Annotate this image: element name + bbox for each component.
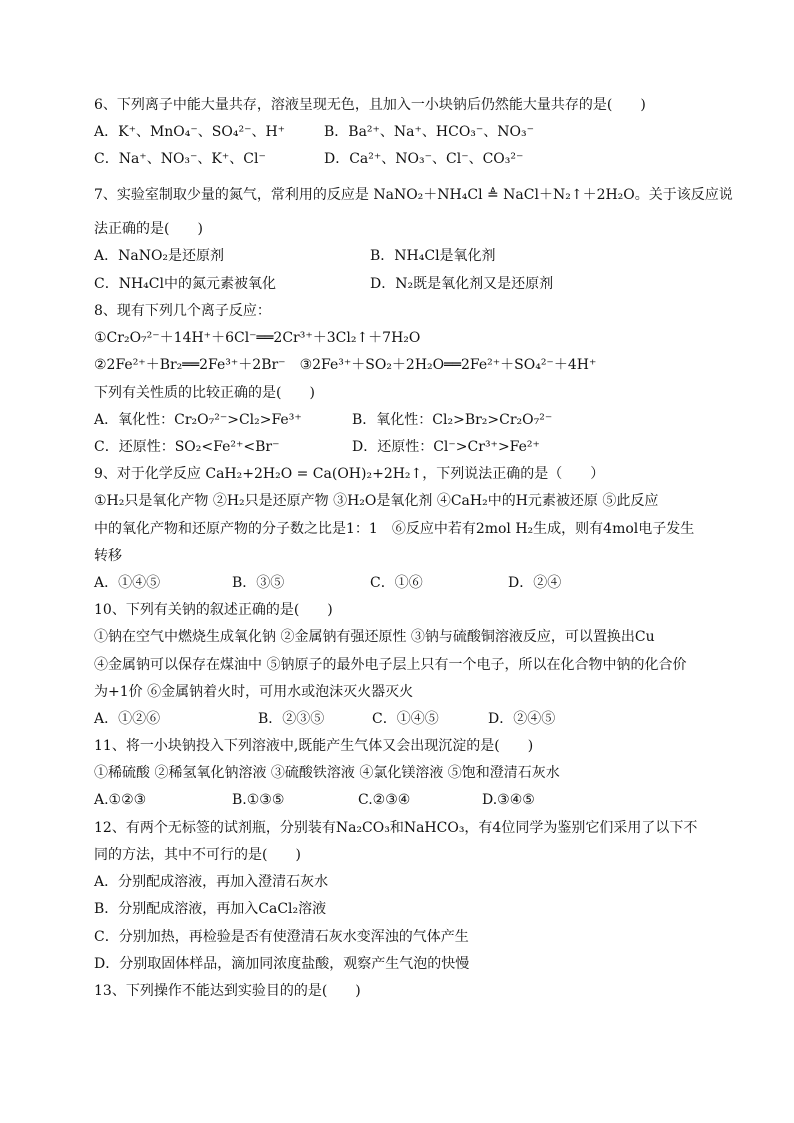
q11-option-b: B.①③⑤ <box>232 792 285 808</box>
q6-option-b: B．Ba²⁺、Na⁺、HCO₃⁻、NO₃⁻ <box>324 124 535 140</box>
q7-option-c: C．NH₄Cl中的氮元素被氧化 <box>94 276 276 292</box>
q6-option-d: D．Ca²⁺、NO₃⁻、Cl⁻、CO₃²⁻ <box>324 151 524 167</box>
q10-option-d: D．②④⑤ <box>488 711 556 727</box>
q10-body-2: ④金属钠可以保存在煤油中 ⑤钠原子的最外电子层上只有一个电子，所以在化合物中钠的化合价 <box>94 657 687 673</box>
q9-body-2: 中的氧化产物和还原产物的分子数之比是1：1 ⑥反应中若有2mol H₂生成，则有4mol电子发生 <box>94 521 695 537</box>
q12-option-b: B．分别配成溶液，再加入CaCl₂溶液 <box>94 901 327 917</box>
q8-stem: 8、现有下列几个离子反应： <box>94 303 271 319</box>
q13-stem: 13、下列操作不能达到实验目的的是( ) <box>94 983 361 999</box>
q8-equation-1: ①Cr₂O₇²⁻＋14H⁺＋6Cl⁻══2Cr³⁺＋3Cl₂↑＋7H₂O <box>94 330 421 346</box>
q8-question: 下列有关性质的比较正确的是( ) <box>94 385 315 401</box>
q9-body-1: ①H₂只是氧化产物 ②H₂只是还原产物 ③H₂O是氧化剂 ④CaH₂中的H元素被还原 ⑤此反应 <box>94 493 659 509</box>
q7-option-b: B．NH₄Cl是氧化剂 <box>370 248 496 264</box>
q11-option-a: A.①②③ <box>94 792 147 808</box>
q12-stem-cont: 同的方法，其中不可行的是( ) <box>94 847 301 863</box>
q10-stem: 10、下列有关钠的叙述正确的是( ) <box>94 602 333 618</box>
q11-options <box>94 791 704 809</box>
q9-option-a: A．①④⑤ <box>94 575 161 591</box>
q10-body-1: ①钠在空气中燃烧生成氧化钠 ②金属钠有强还原性 ③钠与硫酸铜溶液反应，可以置换出Cu <box>94 629 655 645</box>
q7-option-d: D．N₂既是氧化剂又是还原剂 <box>370 276 554 292</box>
q8-options-row2 <box>94 438 704 456</box>
q12-stem: 12、有两个无标签的试剂瓶，分别装有Na₂CO₃和NaHCO₃，有4位同学为鉴别它们采用了以下不 <box>94 820 698 836</box>
q12-option-c: C．分别加热，再检验是否有使澄清石灰水变浑浊的气体产生 <box>94 929 469 945</box>
q10-option-b: B．②③⑤ <box>258 711 325 727</box>
q10-option-a: A．①②⑥ <box>94 711 161 727</box>
q11-option-d: D.③④⑤ <box>482 792 535 808</box>
q8-option-c: C．还原性：SO₂<Fe²⁺<Br⁻ <box>94 439 280 455</box>
q12-option-d: D．分别取固体样品，滴加同浓度盐酸，观察产生气泡的快慢 <box>94 956 470 972</box>
q8-option-d: D．还原性：Cl⁻>Cr³⁺>Fe²⁺ <box>352 439 540 455</box>
q11-body-1: ①稀硫酸 ②稀氢氧化钠溶液 ③硫酸铁溶液 ④氯化镁溶液 ⑤饱和澄清石灰水 <box>94 765 560 781</box>
q8-options-row1 <box>94 411 704 429</box>
q7-options-row2 <box>94 275 704 293</box>
q9-options <box>94 574 704 592</box>
q7-option-a: A．NaNO₂是还原剂 <box>94 248 225 264</box>
q10-body-3: 为+1价 ⑥金属钠着火时，可用水或泡沫灭火器灭火 <box>94 684 414 700</box>
q8-option-b: B．氧化性：Cl₂>Br₂>Cr₂O₇²⁻ <box>352 412 553 428</box>
q10-options <box>94 710 704 728</box>
q8-equation-2: ②2Fe²⁺＋Br₂══2Fe³⁺＋2Br⁻ ③2Fe³⁺＋SO₂＋2H₂O══2Fe²⁺＋SO₄²⁻＋4H⁺ <box>94 357 597 373</box>
q7-stem: 7、实验室制取少量的氮气，常利用的反应是 NaNO₂＋NH₄Cl ≜ NaCl＋N₂↑＋2H₂O。关于该反应说 <box>94 187 733 203</box>
q7-stem-cont: 法正确的是( ) <box>94 221 203 237</box>
q8-option-a: A．氧化性：Cr₂O₇²⁻>Cl₂>Fe³⁺ <box>94 412 302 428</box>
q9-option-d: D．②④ <box>508 575 562 591</box>
q11-option-c: C.②③④ <box>358 792 411 808</box>
q6-option-c: C．Na⁺、NO₃⁻、K⁺、Cl⁻ <box>94 151 266 167</box>
q9-option-b: B．③⑤ <box>232 575 285 591</box>
q6-stem: 6、下列离子中能大量共存，溶液呈现无色，且加入一小块钠后仍然能大量共存的是( ) <box>94 97 646 113</box>
q9-body-3: 转移 <box>94 548 122 564</box>
q11-stem: 11、将一小块钠投入下列溶液中,既能产生气体又会出现沉淀的是( ) <box>94 738 534 754</box>
q9-stem: 9、对于化学反应 CaH₂+2H₂O = Ca(OH)₂+2H₂↑，下列说法正确的是（ ） <box>94 466 605 482</box>
q12-option-a: A．分别配成溶液，再加入澄清石灰水 <box>94 874 329 890</box>
q6-options-row2 <box>94 150 704 168</box>
q9-option-c: C．①⑥ <box>370 575 423 591</box>
q10-option-c: C．①④⑤ <box>372 711 439 727</box>
q7-options-row1 <box>94 247 704 265</box>
q6-option-a: A．K⁺、MnO₄⁻、SO₄²⁻、H⁺ <box>94 124 286 140</box>
q6-options-row1 <box>94 123 704 141</box>
